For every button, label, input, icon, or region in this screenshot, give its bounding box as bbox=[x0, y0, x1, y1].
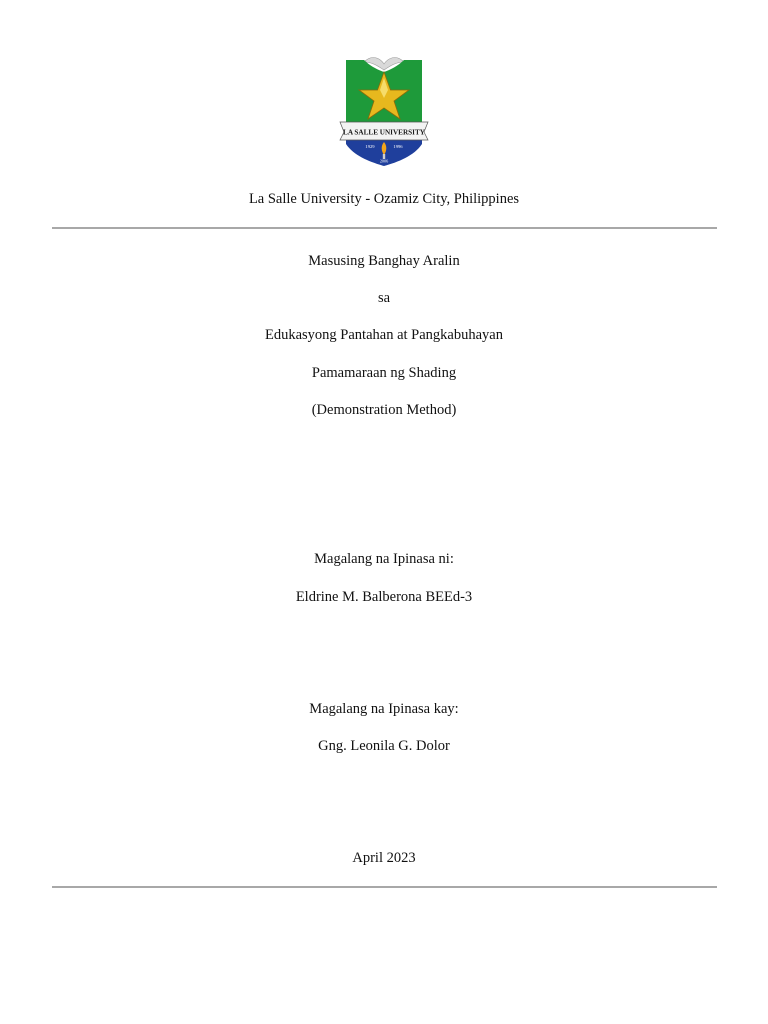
title-line-4: Pamamaraan ng Shading bbox=[311, 365, 457, 381]
logo-year-left: 1929 bbox=[365, 144, 375, 149]
banner-text: LA SALLE UNIVERSITY bbox=[343, 128, 425, 137]
logo-year-right: 1996 bbox=[393, 144, 403, 149]
bottom-divider bbox=[52, 886, 717, 888]
submitted-by-name: Eldrine M. Balberona BEEd-3 bbox=[295, 589, 473, 605]
submitted-by-label: Magalang na Ipinasa ni: bbox=[314, 551, 454, 567]
title-line-3: Edukasyong Pantahan at Pangkabuhayan bbox=[265, 327, 503, 343]
submitted-to-label: Magalang na Ipinasa kay: bbox=[309, 701, 459, 717]
logo-year-bottom: 2006 bbox=[379, 158, 389, 164]
top-divider bbox=[52, 227, 717, 229]
title-line-5: (Demonstration Method) bbox=[311, 402, 457, 418]
title-line-2: sa bbox=[377, 290, 391, 306]
title-line-1: Masusing Banghay Aralin bbox=[308, 253, 460, 269]
institution-line: La Salle University - Ozamiz City, Philippines bbox=[248, 191, 520, 207]
document-date: April 2023 bbox=[352, 850, 416, 866]
submitted-to-name: Gng. Leonila G. Dolor bbox=[318, 738, 450, 754]
university-logo bbox=[334, 48, 434, 168]
